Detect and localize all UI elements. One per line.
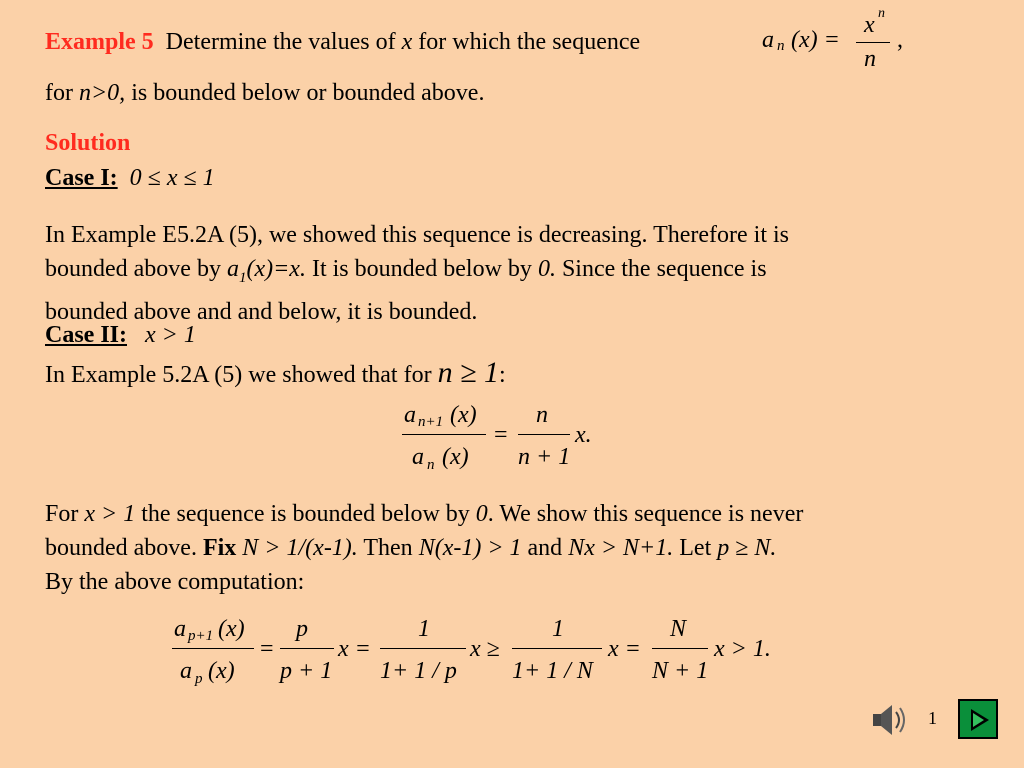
- ratio-equation: a n+1 (x) a n (x) = n n + 1 x.: [404, 402, 592, 473]
- case-one-paragraph: In Example E5.2A (5), we showed this sequence is decreasing. Therefore it is bounded above by $a_1(x)=x$. It is bounded below by 0. Since the sequence is bounded above and and below, it is bounded.: [45, 222, 789, 325]
- condition-line: for n>0, is bounded below or bounded above.: [45, 80, 485, 106]
- case-two-paragraph: For x > 1 the sequence is bounded below by 0. We show this sequence is never bounded above. Fix N > 1/(x-1). Then N(x-1) > 1 and Nx > N+1. Let p ≥ N. By the above computation:: [45, 501, 804, 595]
- computation-equation: a p+1 (x) a p (x) = p p + 1 x = 1 1+ 1 / p x ≥ 1 1+ 1 / N x = N N + 1 x > 1.: [174, 616, 771, 687]
- case-two-heading: Case II: x > 1: [45, 322, 196, 348]
- page-number: 1: [928, 708, 937, 728]
- example-heading: Example 5 Determine the values of x for which the sequence: [45, 29, 641, 55]
- case-one-heading: Case I: 0 ≤ x ≤ 1: [45, 165, 215, 191]
- example-label: Example 5: [45, 29, 154, 55]
- case-two-intro: In Example 5.2A (5) we showed that for n ≥ 1:: [45, 356, 506, 389]
- solution-label: Solution: [45, 130, 131, 156]
- speaker-icon[interactable]: [870, 700, 910, 740]
- next-slide-button[interactable]: [958, 699, 998, 739]
- sequence-formula: a n (x) = x n n ,: [762, 6, 903, 72]
